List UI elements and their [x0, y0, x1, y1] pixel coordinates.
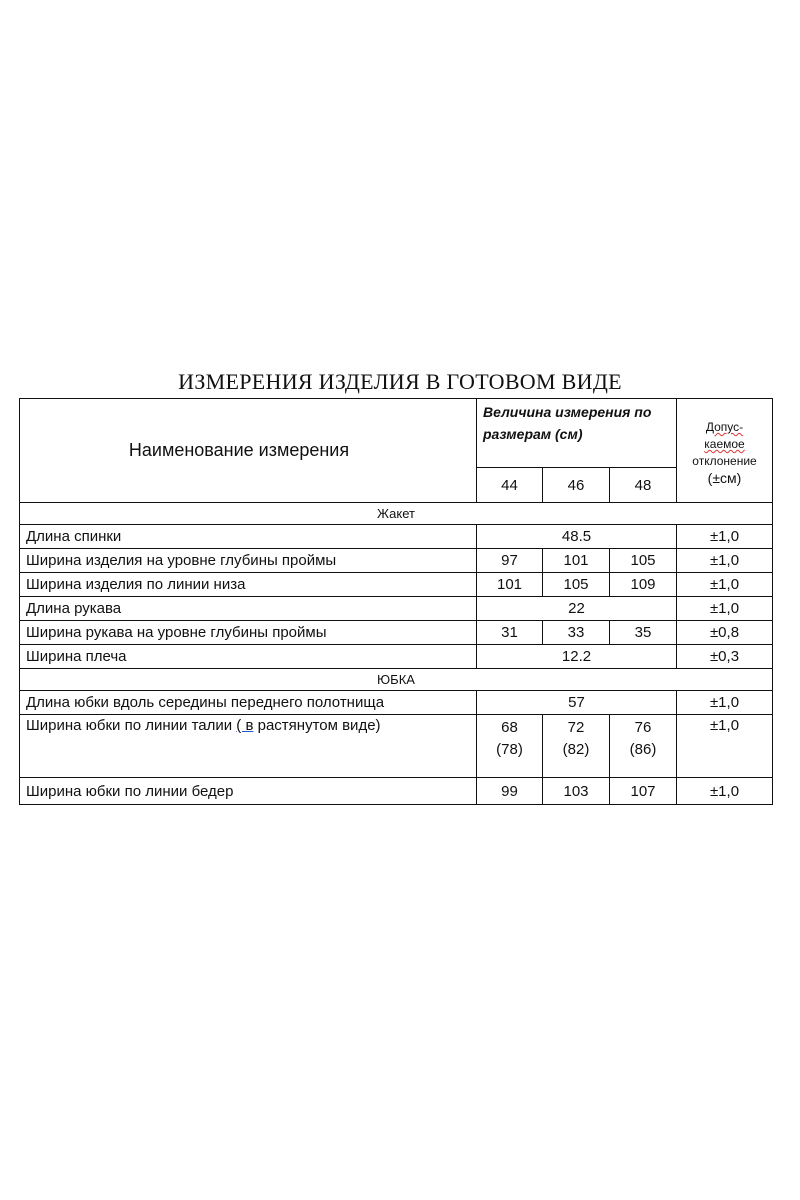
row-tolerance: ±1,0	[677, 525, 773, 549]
row-value-44: 99	[477, 778, 543, 805]
section-row-jacket	[20, 503, 773, 525]
row-value-48: 105	[610, 549, 677, 573]
value-48-main: 76	[634, 719, 652, 736]
row-value-46	[543, 715, 610, 778]
row-value-48: 107	[610, 778, 677, 805]
table-row	[20, 715, 773, 778]
value-44-main: 68	[501, 719, 518, 736]
row-name	[20, 715, 477, 778]
row-tolerance: ±1,0	[677, 691, 773, 715]
row-name: Ширина плеча	[20, 645, 477, 669]
header-value-cell: Величина измерения по размерам (см)	[477, 399, 677, 468]
header-row	[20, 399, 773, 468]
table-row	[20, 621, 773, 645]
value-48-stretched: (86)	[629, 741, 657, 758]
row-name: Ширина изделия на уровне глубины проймы	[20, 549, 477, 573]
row-value-46: 33	[543, 621, 610, 645]
table-row	[20, 597, 773, 621]
section-row-skirt	[20, 669, 773, 691]
row-tolerance: ±0,3	[677, 645, 773, 669]
table-row	[20, 778, 773, 805]
table-row	[20, 525, 773, 549]
row-name: Длина рукава	[20, 597, 477, 621]
row-value-48: 109	[610, 573, 677, 597]
row-name: Длина спинки	[20, 525, 477, 549]
row-name: Ширина рукава на уровне глубины проймы	[20, 621, 477, 645]
size-44-header: 44	[477, 468, 543, 503]
value-46-main: 72	[567, 719, 585, 736]
section-title-skirt: ЮБКА	[20, 669, 773, 691]
row-merged-value: 48.5	[477, 525, 677, 549]
row-value-48: 35	[610, 621, 677, 645]
row-value-46: 101	[543, 549, 610, 573]
header-name-cell: Наименование измерения	[20, 399, 477, 503]
section-title-jacket: Жакет	[20, 503, 773, 525]
row-value-46: 103	[543, 778, 610, 805]
tolerance-line-3: отклонение	[692, 454, 757, 468]
row-tolerance: ±1,0	[677, 715, 773, 778]
row-tolerance: ±1,0	[677, 573, 773, 597]
header-tolerance-cell	[677, 399, 773, 503]
row-merged-value: 57	[477, 691, 677, 715]
row-name: Ширина изделия по линии низа	[20, 573, 477, 597]
row-tolerance: ±1,0	[677, 778, 773, 805]
row-name-part-b: ( в	[236, 717, 254, 734]
row-value-44: 101	[477, 573, 543, 597]
size-48-header: 48	[610, 468, 677, 503]
row-name-part-c: растянутом виде)	[253, 717, 381, 734]
row-tolerance: ±1,0	[677, 549, 773, 573]
tolerance-line-2: каемое	[704, 437, 745, 451]
row-merged-value: 12.2	[477, 645, 677, 669]
size-46-header: 46	[543, 468, 610, 503]
row-value-48	[610, 715, 677, 778]
row-name: Длина юбки вдоль середины переднего полотнища	[20, 691, 477, 715]
row-value-44	[477, 715, 543, 778]
row-value-44: 31	[477, 621, 543, 645]
value-44-stretched: (78)	[496, 741, 523, 758]
value-46-stretched: (82)	[562, 741, 590, 758]
row-value-46: 105	[543, 573, 610, 597]
table-row	[20, 573, 773, 597]
row-tolerance: ±1,0	[677, 597, 773, 621]
page-title: ИЗМЕРЕНИЯ ИЗДЕЛИЯ В ГОТОВОМ ВИДЕ	[178, 369, 622, 394]
row-tolerance: ±0,8	[677, 621, 773, 645]
table-row	[20, 645, 773, 669]
measurement-table	[19, 398, 773, 805]
row-merged-value: 22	[477, 597, 677, 621]
tolerance-line-1: Допус-	[705, 420, 744, 434]
row-value-44: 97	[477, 549, 543, 573]
row-name-part-a: Ширина юбки по линии талии	[26, 717, 237, 734]
row-name: Ширина юбки по линии бедер	[20, 778, 477, 805]
tolerance-line-4: (±см)	[707, 470, 742, 486]
table-row	[20, 549, 773, 573]
table-row	[20, 691, 773, 715]
